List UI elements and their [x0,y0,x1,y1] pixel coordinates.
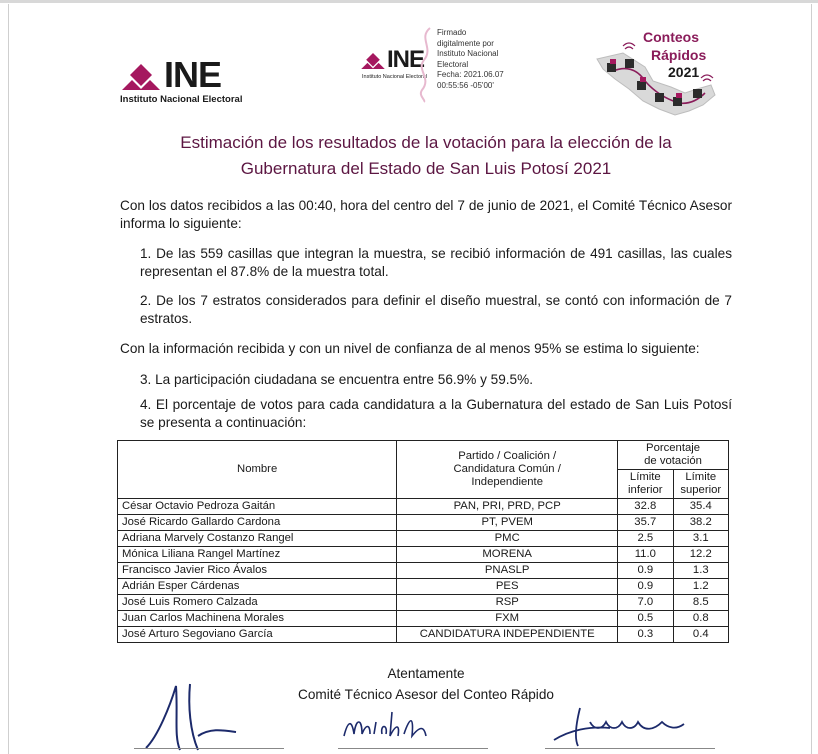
confidence-paragraph: Con la información recibida y con un nivel de confianza de al menos 95% se estima lo siguiente: [120,341,700,356]
cell-party: MORENA [397,547,618,563]
signature-3-icon [550,700,700,752]
cell-upper: 1.2 [673,579,728,595]
cell-lower: 7.0 [618,595,673,611]
cell-party: PT, PVEM [397,515,618,531]
header-limite-superior [673,470,728,499]
header-partido-line: Partido / Coalición / [458,450,557,462]
cell-party: PES [397,579,618,595]
cell-upper: 0.4 [673,627,728,643]
signature-2-icon [340,706,460,746]
header-nombre: Nombre [118,441,397,499]
digital-signature-line: Instituto Nacional [437,49,499,58]
cell-lower: 0.9 [618,579,673,595]
ine-small-subtitle: Instituto Nacional Electoral [362,74,428,80]
digital-signature-line: Fecha: 2021.06.07 [437,70,504,79]
ine-emblem-icon [120,62,162,92]
cell-lower: 0.9 [618,563,673,579]
cell-name: Adrián Esper Cárdenas [118,579,397,595]
cell-lower: 0.5 [618,611,673,627]
table-row [118,499,729,515]
header-partido-line: Independiente [471,476,543,488]
cell-upper: 35.4 [673,499,728,515]
ine-wordmark: INE [164,54,222,95]
table-header-row [118,441,729,470]
intro-paragraph: Con los datos recibidos a las 00:40, hora del centro del 7 de junio de 2021, el Comité Técnico Asesor informa lo siguiente: [120,198,732,231]
digital-signature-line: 00:55:56 -05'00' [437,80,494,90]
cell-party: PAN, PRI, PRD, PCP [397,499,618,515]
signature-line [134,748,284,749]
table-row [118,563,729,579]
cell-upper: 12.2 [673,547,728,563]
item-participation: 3. La participación ciudadana se encuentra entre 56.9% y 59.5%. [140,372,533,387]
document-title [120,130,732,182]
closing-committee: Comité Técnico Asesor del Conteo Rápido [298,687,554,702]
conteos-title: Conteos [643,29,699,45]
cell-party: CANDIDATURA INDEPENDIENTE [397,627,618,643]
table-row [118,531,729,547]
cell-party: PMC [397,531,618,547]
cell-name: José Luis Romero Calzada [118,595,397,611]
conteos-rapidos-logo [593,23,723,123]
header-partido-line: Candidatura Común / [453,463,561,475]
cell-name: César Octavio Pedroza Gaitán [118,499,397,515]
ine-small-emblem-icon [360,51,386,71]
page-top-border [0,0,818,3]
table-row [118,611,729,627]
cell-upper: 3.1 [673,531,728,547]
table-row [118,515,729,531]
cell-upper: 1.3 [673,563,728,579]
ine-logo [120,54,243,105]
header-limite-inferior-line: inferior [628,484,663,496]
signature-line [338,748,488,749]
cell-lower: 32.8 [618,499,673,515]
header-porcentaje-line: Porcentaje [646,442,701,454]
table-row [118,627,729,643]
signature-line [545,748,715,749]
cell-name: José Arturo Segoviano García [118,627,397,643]
rapidos-title: Rápidos [651,47,707,63]
cell-lower: 2.5 [618,531,673,547]
table-row [118,595,729,611]
document-title-line-1: Estimación de los resultados de la votación para la elección de la [180,133,672,152]
cell-name: Mónica Liliana Rangel Martínez [118,547,397,563]
cell-upper: 0.8 [673,611,728,627]
cell-name: Adriana Marvely Costanzo Rangel [118,531,397,547]
header-limite-inferior [618,470,673,499]
header-limite-superior-line: Límite [685,471,717,483]
item-sample-received: 1. De las 559 casillas que integran la muestra, se recibió información de 491 casillas, las cuales representan el 87.8% de la muestra total. [140,246,732,279]
cell-lower: 35.7 [618,515,673,531]
cell-name: José Ricardo Gallardo Cardona [118,515,397,531]
digital-signature-text [437,28,547,91]
header-limite-inferior-line: Límite [629,471,661,483]
header-porcentaje [618,441,729,470]
header-partido [397,441,618,499]
header-limite-superior-line: superior [680,484,722,496]
cell-upper: 8.5 [673,595,728,611]
digital-signature-line: Firmado [437,28,467,37]
table-row [118,579,729,595]
cell-upper: 38.2 [673,515,728,531]
results-table [117,440,729,643]
conteos-year: 2021 [668,64,700,80]
cell-name: Juan Carlos Machinena Morales [118,611,397,627]
cell-party: PNASLP [397,563,618,579]
document-title-line-2: Gubernatura del Estado de San Luis Potosí 2021 [240,159,612,178]
item-vote-percentages: 4. El porcentaje de votos para cada candidatura a la Gubernatura del estado de San Luis Potosí se presenta a continuación: [140,397,732,430]
digital-signature-flourish-icon [412,24,438,104]
table-row [118,547,729,563]
cell-lower: 11.0 [618,547,673,563]
digital-signature-line: Electoral [437,59,469,69]
closing-salutation: Atentamente [387,666,465,681]
cell-party: RSP [397,595,618,611]
header-porcentaje-line: de votación [644,455,702,467]
ine-subtitle: Instituto Nacional Electoral [120,94,243,105]
cell-party: FXM [397,611,618,627]
digital-signature-line: digitalmente por [437,38,494,48]
ine-small-wordmark: INE [387,46,425,73]
cell-lower: 0.3 [618,627,673,643]
item-strata: 2. De los 7 estratos considerados para definir el diseño muestral, se contó con información de 7 estratos. [140,293,732,326]
cell-name: Francisco Javier Rico Ávalos [118,563,397,579]
signature-1-icon [140,676,250,754]
